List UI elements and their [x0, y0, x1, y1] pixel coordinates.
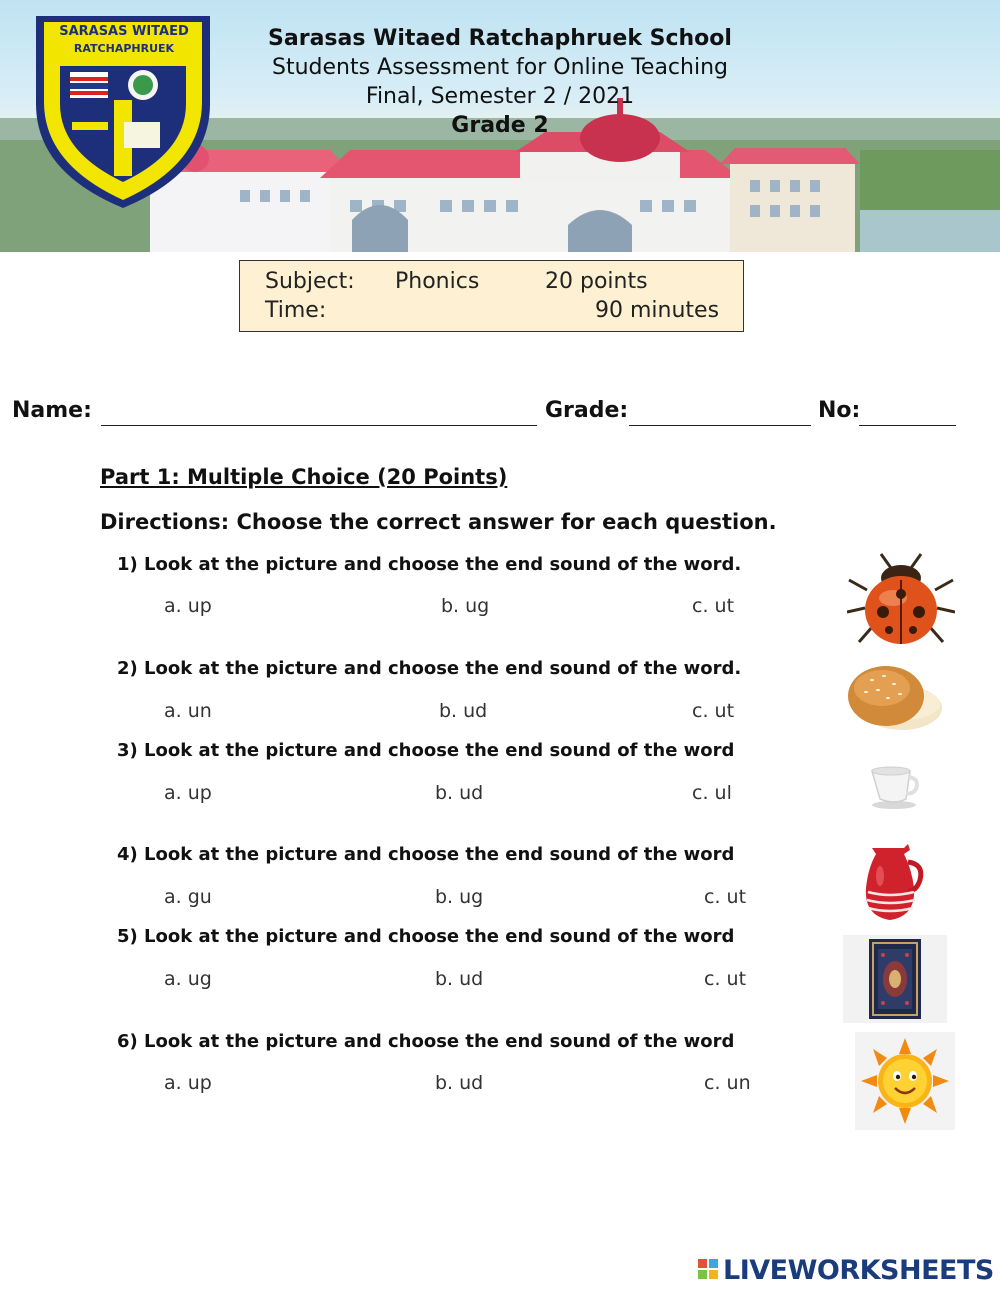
q4-option-a[interactable]: a. gu [164, 886, 212, 908]
q3-option-c[interactable]: c. ul [692, 782, 732, 804]
q6-option-c[interactable]: c. un [704, 1072, 751, 1094]
question-5: 5) Look at the picture and choose the end sound of the word [117, 926, 735, 947]
header-banner [0, 0, 1000, 252]
header-text [0, 24, 1000, 140]
q1-option-c[interactable]: c. ut [692, 595, 735, 617]
rug-icon [843, 935, 947, 1023]
q3-option-a[interactable]: a. up [164, 782, 212, 804]
q2-option-c[interactable]: c. ut [692, 700, 735, 722]
part-title: Part 1: Multiple Choice (20 Points) [100, 465, 508, 489]
subject-info-box [239, 260, 744, 332]
q5-option-c[interactable]: c. ut [704, 968, 747, 990]
question-3: 3) Look at the picture and choose the end sound of the word [117, 740, 735, 761]
liveworksheets-brand: LIVEWORKSHEETS [723, 1254, 994, 1286]
subject-value: Phonics [395, 269, 480, 294]
q3-option-b[interactable]: b. ud [435, 782, 484, 804]
points-value: 20 points [545, 269, 648, 294]
school-name: Sarasas Witaed Ratchaphruek School [268, 26, 732, 51]
q6-option-b[interactable]: b. ud [435, 1072, 484, 1094]
time-label: Time: [265, 298, 327, 323]
q5-option-a[interactable]: a. ug [164, 968, 212, 990]
question-6: 6) Look at the picture and choose the end sound of the word [117, 1031, 735, 1052]
no-field[interactable] [859, 425, 956, 426]
name-field[interactable] [101, 425, 537, 426]
grade-field-label: Grade: [545, 398, 629, 423]
assessment-title: Students Assessment for Online Teaching [272, 55, 728, 80]
q1-option-a[interactable]: a. up [164, 595, 212, 617]
bun-icon [844, 660, 944, 738]
q1-option-b[interactable]: b. ug [441, 595, 490, 617]
q2-option-a[interactable]: a. un [164, 700, 212, 722]
ladybug-icon [847, 550, 955, 650]
q6-option-a[interactable]: a. up [164, 1072, 212, 1094]
term-label: Final, Semester 2 / 2021 [365, 84, 635, 109]
grade-label: Grade 2 [451, 113, 549, 138]
q4-option-c[interactable]: c. ut [704, 886, 747, 908]
question-1: 1) Look at the picture and choose the end sound of the word. [117, 554, 742, 575]
q5-option-b[interactable]: b. ud [435, 968, 484, 990]
q4-option-b[interactable]: b. ug [435, 886, 484, 908]
jug-icon [858, 840, 924, 922]
no-label: No: [818, 398, 861, 423]
directions: Directions: Choose the correct answer for each question. [100, 510, 777, 534]
sun-icon [855, 1032, 955, 1130]
liveworksheets-mark-icon [698, 1257, 720, 1283]
name-label: Name: [12, 398, 92, 423]
logo-text-top: SARASAS WITAED [59, 24, 189, 39]
grade-field[interactable] [629, 425, 811, 426]
cup-icon [866, 765, 922, 809]
q2-option-b[interactable]: b. ud [439, 700, 488, 722]
liveworksheets-logo [698, 1254, 994, 1286]
time-value: 90 minutes [595, 298, 720, 323]
subject-label: Subject: [265, 269, 355, 294]
question-4: 4) Look at the picture and choose the end sound of the word [117, 844, 735, 865]
logo-text-bottom: RATCHAPHRUEK [73, 42, 175, 55]
question-2: 2) Look at the picture and choose the end sound of the word. [117, 658, 742, 679]
